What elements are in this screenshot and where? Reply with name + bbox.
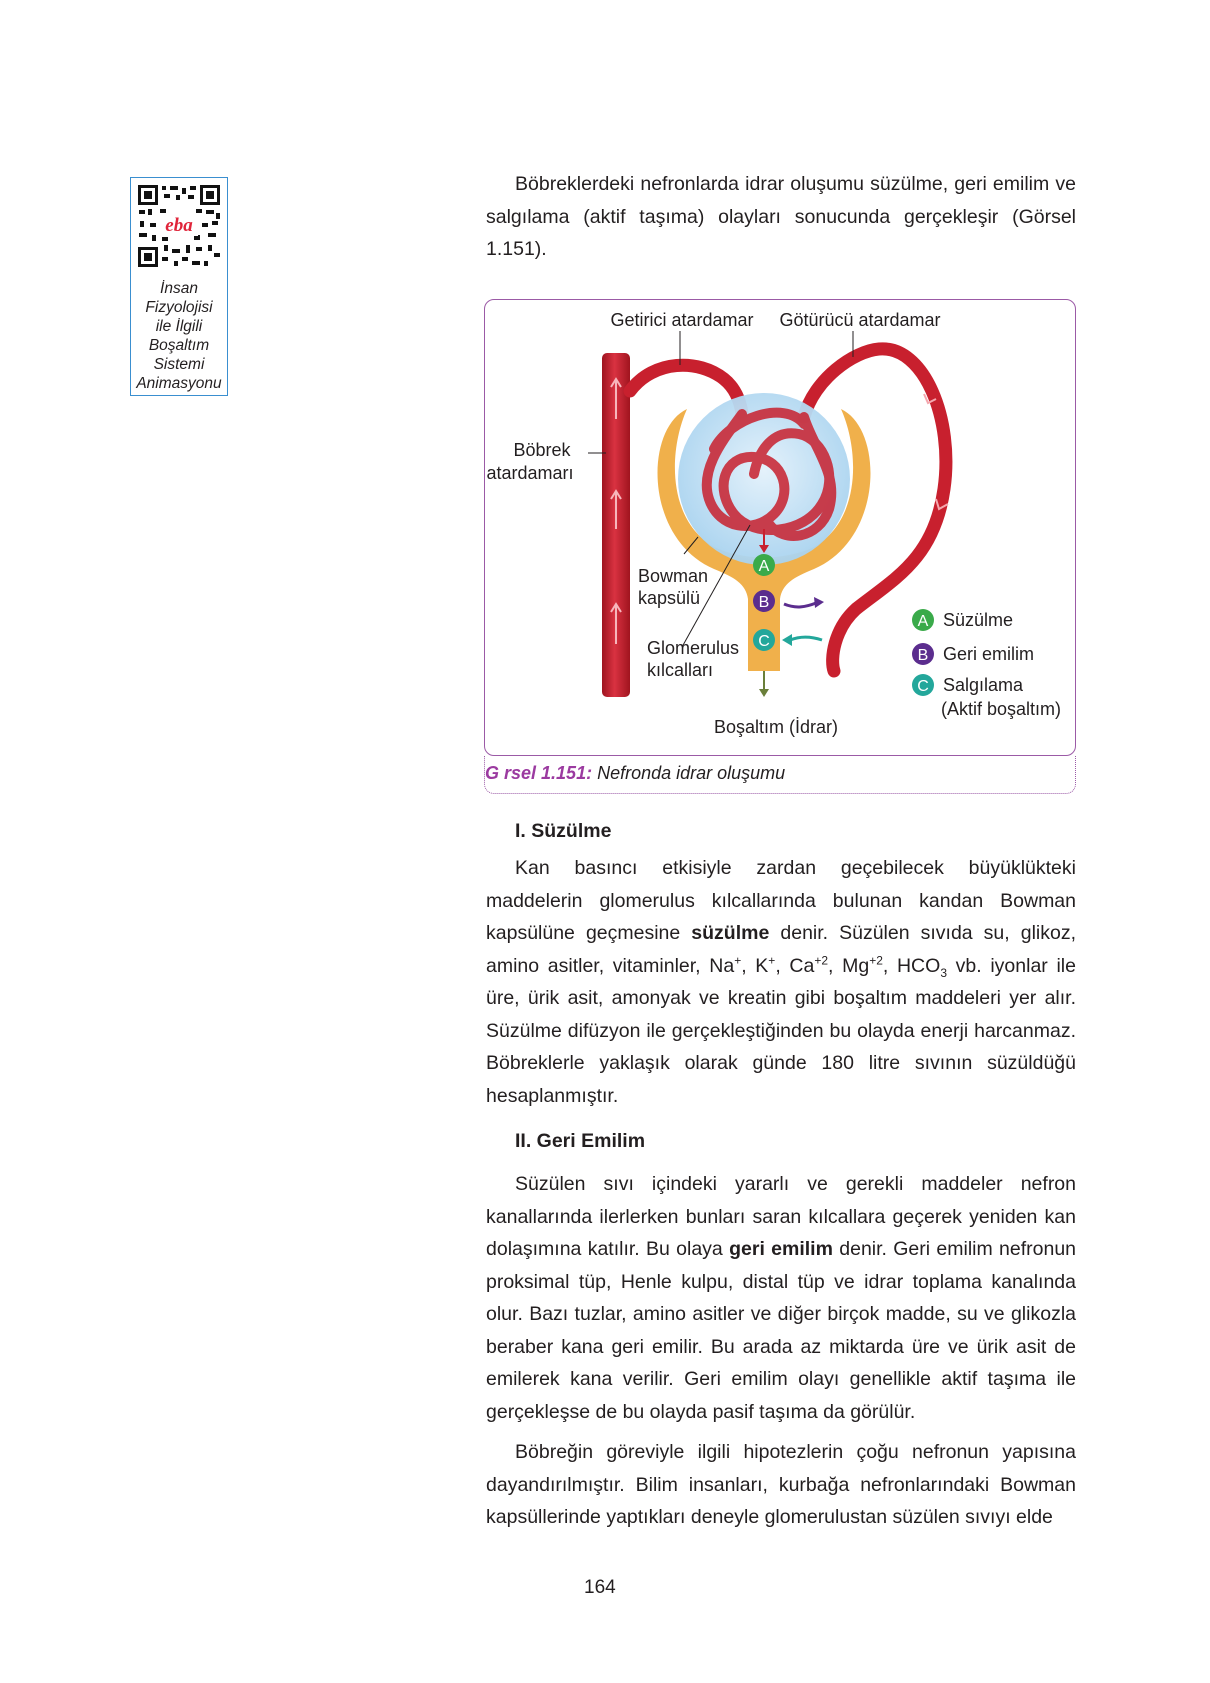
ion-text: , HCO	[882, 954, 941, 977]
label-renal-artery-1: Böbrek	[513, 440, 571, 460]
section-suzulme	[486, 818, 1076, 1112]
legend-b-text: Geri emilim	[943, 644, 1035, 664]
reabsorption-arrow	[784, 597, 824, 608]
legend-c-letter: C	[917, 678, 929, 695]
section-paragraph	[486, 1168, 1076, 1428]
label-excretion: Boşaltım (İdrar)	[714, 717, 839, 737]
marker-b-letter: B	[758, 594, 770, 611]
legend-item-b	[912, 643, 1034, 665]
paragraph-text: Süzülen sıvı içindeki yararlı ve gerekli maddeler nefron kanallarında ilerlerken bunları saran kılcallara geçerek yeniden kan dolaşımına katılır. Bu olaya	[486, 1173, 1076, 1260]
label-bowman-2: kapsülü	[638, 588, 701, 608]
legend-a-letter: A	[917, 613, 929, 630]
label-glomerulus-1: Glomerulus	[647, 638, 740, 658]
ion-text: , Mg	[828, 954, 870, 977]
term-suzulme: süzülme	[691, 922, 770, 944]
qr-code[interactable]	[136, 183, 222, 269]
excretion-arrow	[759, 671, 769, 697]
figure-caption	[485, 763, 785, 784]
term-geri-emilim: geri emilim	[729, 1238, 833, 1260]
legend-b-letter: B	[917, 647, 929, 664]
ion-subscript: 3	[940, 965, 947, 980]
nephron-diagram	[484, 299, 1079, 759]
marker-a-letter: A	[758, 558, 770, 575]
marker-a	[753, 554, 775, 576]
legend-extra: (Aktif boşaltım)	[941, 699, 1062, 719]
paragraph-text: Kan basıncı etkisiyle zardan geçebilecek büyüklükteki maddelerin glomerulus kılcallarında bulunan kandan Bowman kapsülüne geçmesine	[486, 857, 1076, 944]
qr-caption-line: Sistemi	[153, 356, 205, 373]
intro-paragraph: Böbreklerdeki nefronlarda idrar oluşumu süzülme, geri emilim ve salgılama (aktif taşıma) olayları sonucunda gerçekleşir (Görsel 1.151).	[486, 173, 1076, 260]
qr-caption-line: İnsan	[160, 280, 198, 297]
page-number: 164	[584, 1577, 616, 1598]
ion-charge: +	[734, 953, 742, 967]
qr-caption-line: ile İlgili	[155, 318, 203, 335]
paragraph-text: vb. iyonlar ile üre, ürik asit, amonyak ve kreatin gibi boşaltım maddeleri yer alır. Süzülme difüzyon ile gerçekleştiğinden bu olayda enerji harcanmaz. Böbreklerle yaklaşık olarak günde 180 litre sıvının süzüldüğü hesaplanmıştır.	[486, 954, 1076, 1107]
legend-c-text: Salgılama	[943, 675, 1024, 695]
intro-block	[486, 168, 1076, 266]
caption-label: G rsel 1.151:	[485, 763, 593, 783]
ion-text: , K	[741, 954, 769, 977]
legend-item-a	[912, 609, 1013, 631]
qr-caption-line: Animasyonu	[136, 375, 222, 392]
ion-charge: +2	[869, 953, 883, 967]
qr-caption-line: Fizyolojisi	[145, 299, 213, 316]
legend-item-c	[912, 674, 1024, 696]
label-bowman-1: Bowman	[638, 566, 709, 586]
paragraph-text: denir. Süzülen sıvıda su, glikoz, amino asitler, vitaminler, Na	[486, 922, 1077, 977]
section-heading: I. Süzülme	[515, 820, 612, 842]
marker-b	[753, 590, 775, 612]
caption-text: Nefronda idrar oluşumu	[597, 763, 786, 783]
secretion-arrow	[782, 634, 822, 646]
qr-caption	[131, 279, 227, 393]
qr-caption-line: Boşaltım	[148, 337, 210, 354]
label-efferent: Götürücü atardamar	[779, 310, 941, 330]
marker-c	[753, 629, 775, 651]
label-glomerulus-2: kılcalları	[647, 660, 714, 680]
label-renal-artery-2: atardamarı	[486, 463, 574, 483]
section-heading: II. Geri Emilim	[515, 1130, 646, 1152]
section-paragraph	[486, 852, 1076, 1112]
section-geri-emilim	[486, 1128, 1076, 1534]
ion-text: , Ca	[775, 954, 815, 977]
paragraph-text: denir. Geri emilim nefronun proksimal tüp, Henle kulpu, distal tüp ve idrar toplama kanalında olur. Bazı tuzlar, amino asitler ve diğer birçok madde, su ve glikozla beraber kana geri emilir. Bu arada az miktarda üre ve ürik asit de emilerek kana verilir. Geri emilim olayı genellikle aktif taşıma ile gerçekleşse de bu olayda pasif taşıma da görülür.	[486, 1238, 1077, 1423]
marker-c-letter: C	[758, 633, 770, 650]
qr-logo-text: eba	[165, 215, 193, 236]
legend	[912, 609, 1061, 719]
legend-a-text: Süzülme	[943, 610, 1014, 630]
qr-box[interactable]	[130, 177, 228, 396]
ion-charge: +2	[814, 953, 829, 967]
label-afferent: Getirici atardamar	[610, 310, 754, 330]
ion-charge: +	[768, 953, 776, 967]
section-paragraph: Böbreğin göreviyle ilgili hipotezlerin çoğu nefronun yapısına dayandırılmıştır. Bilim insanları, kurbağa nefronlarındaki Bowman kapsüllerinde yaptıkları deneyle glomerulustan süzülen sıvıyı elde	[486, 1441, 1076, 1528]
